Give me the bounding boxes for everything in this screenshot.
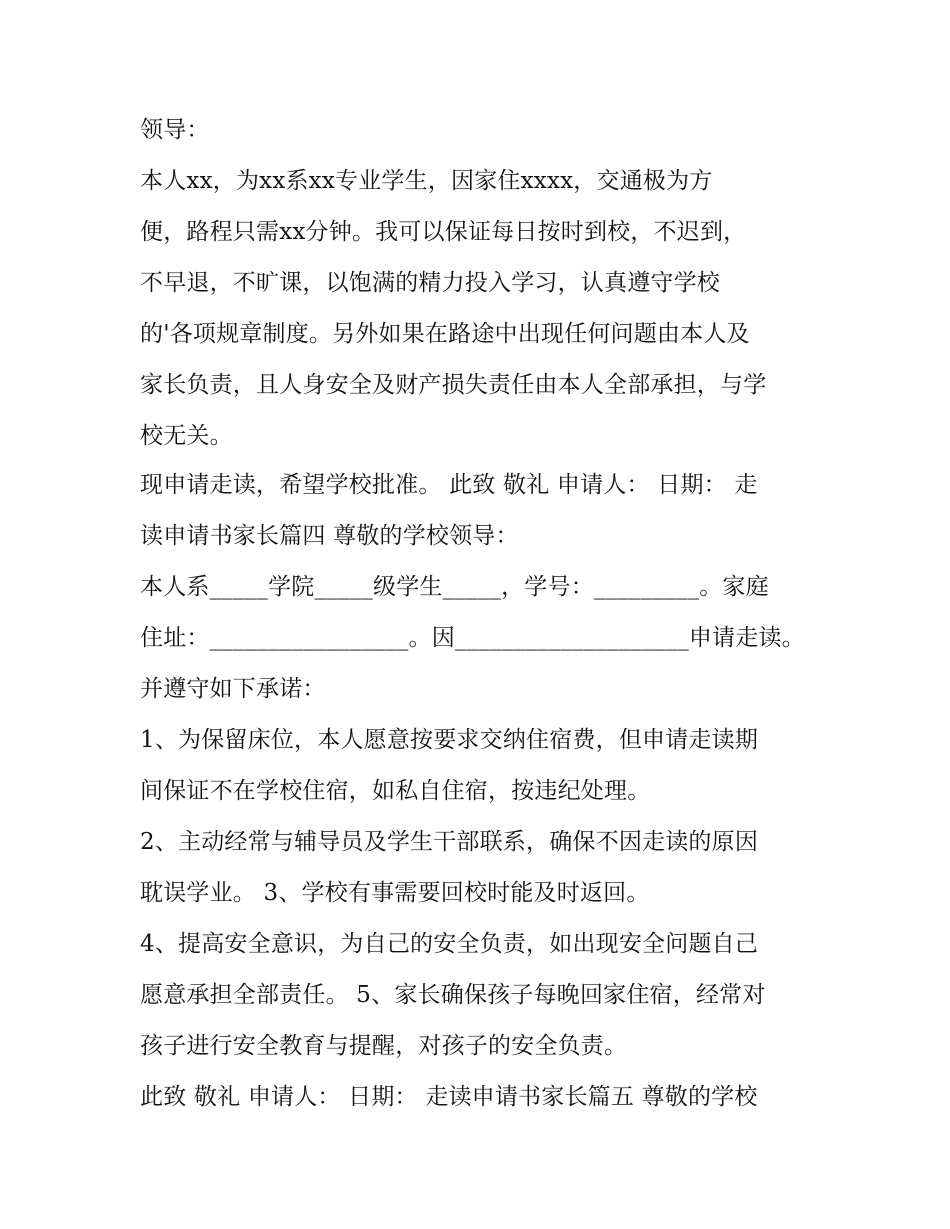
text-line: 校无关。: [140, 423, 233, 449]
text-line: 现申请走读，希望学校批准。 此致 敬礼 申请人： 日期： 走: [140, 472, 758, 498]
text-line: 此致 敬礼 申请人： 日期： 走读申请书家长篇五 尊敬的学校: [140, 1084, 758, 1110]
text-line: 2、主动经常与辅导员及学生干部联系，确保不因走读的原因: [140, 829, 759, 855]
text-line: 1、为保留床位，本人愿意按要求交纳住宿费，但申请走读期: [140, 727, 759, 753]
text-line: 耽误学业。 3、学校有事需要回校时能及时返回。: [140, 880, 650, 906]
text-line: 愿意承担全部责任。 5、家长确保孩子每晚回家住宿，经常对: [140, 982, 766, 1008]
text-line: 的'各项规章制度。另外如果在路途中出现任何问题由本人及: [140, 321, 750, 347]
text-line: 并遵守如下承诺：: [140, 676, 326, 702]
text-line: 本人xx，为xx系xx专业学生，因家住xxxx，交通极为方: [140, 168, 713, 194]
text-line: 住址：_________________。因____________________申请走读。: [140, 625, 805, 651]
text-line: 间保证不在学校住宿，如私自住宿，按违纪处理。: [140, 778, 651, 804]
text-line: 不早退，不旷课，以饱满的精力投入学习，认真遵守学校: [140, 270, 720, 296]
text-line: 领导：: [140, 117, 210, 143]
text-line: 4、提高安全意识，为自己的安全负责，如出现安全问题自己: [140, 931, 759, 957]
text-line: 孩子进行安全教育与提醒，对孩子的安全负责。: [140, 1033, 628, 1059]
text-line: 本人系_____学院_____级学生_____，学号：_________。家庭: [140, 574, 769, 600]
text-line: 便，路程只需xx分钟。我可以保证每日按时到校，不迟到，: [140, 219, 747, 245]
text-line: 家长负责，且人身安全及财产损失责任由本人全部承担，与学: [140, 372, 767, 398]
text-line: 读申请书家长篇四 尊敬的学校领导：: [140, 523, 519, 549]
